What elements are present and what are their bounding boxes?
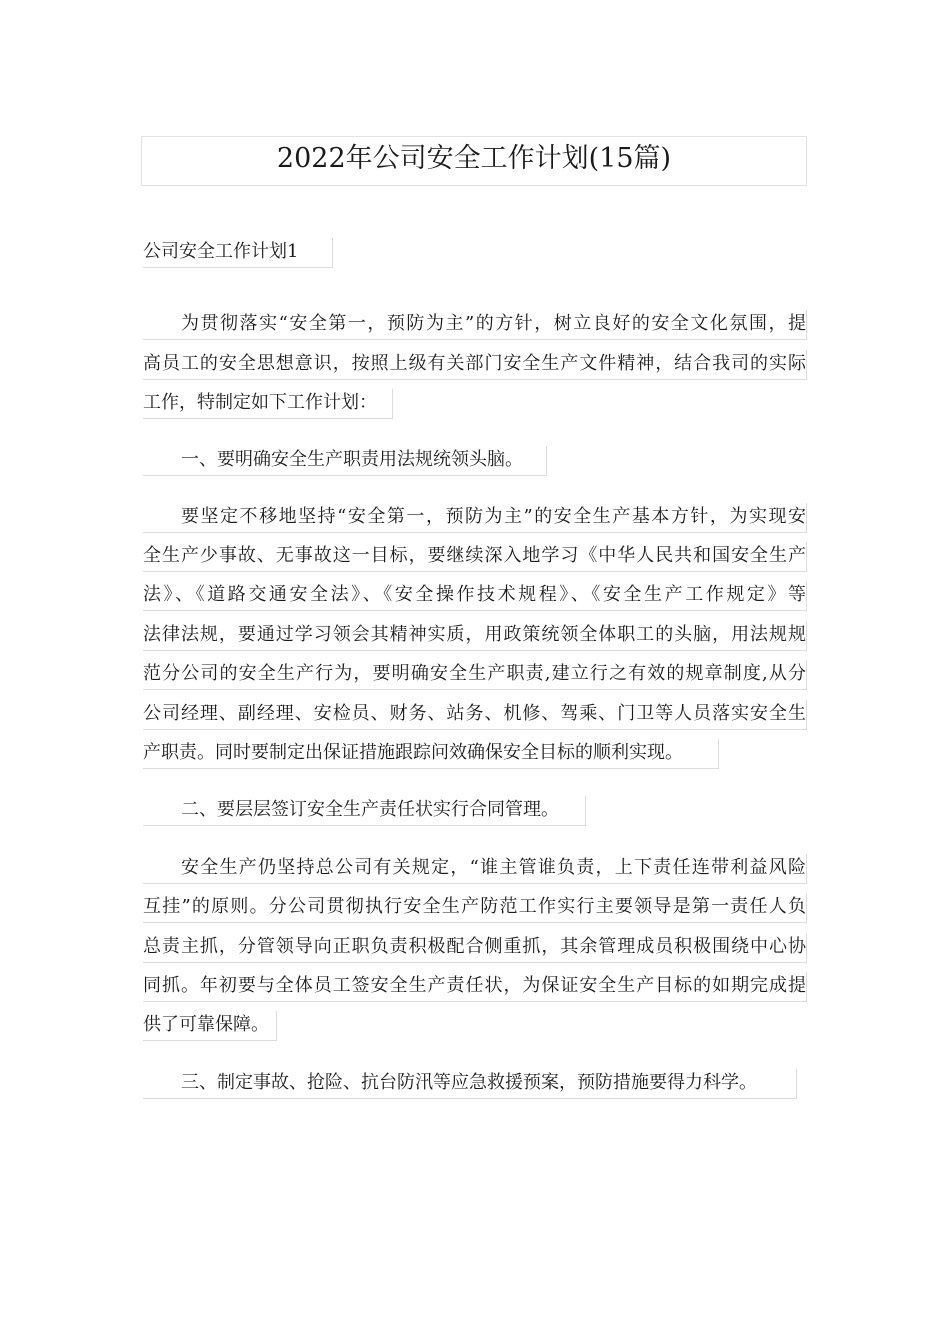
paragraph-3-line-5: 供了可靠保障。 [143, 1011, 277, 1041]
paragraph-2-line-1: 要坚定不移地坚持“安全第一，预防为主”的安全生产基本方针，为实现安 [143, 503, 807, 533]
document-title: 2022年公司安全工作计划(15篇) [141, 136, 807, 186]
paragraph-3-line-4: 同抓。年初要与全体员工签安全生产责任状，为保证安全生产目标的如期完成提 [143, 972, 807, 1002]
item-1-heading: 一、要明确安全生产职责用法规统领头脑。 [143, 446, 547, 476]
item-3-heading: 三、制定事故、抢险、抗台防汛等应急救援预案，预防措施要得力科学。 [143, 1069, 797, 1099]
paragraph-2-line-2: 全生产少事故、无事故这一目标，要继续深入地学习《中华人民共和国安全生产 [143, 542, 807, 572]
section-heading: 公司安全工作计划1 [143, 238, 333, 268]
paragraph-2-line-4: 法律法规，要通过学习领会其精神实质，用政策统领全体职工的头脑，用法规规 [143, 621, 807, 651]
paragraph-1-line-3: 工作，特制定如下工作计划： [143, 389, 393, 419]
paragraph-2-line-6: 公司经理、副经理、安检员、财务、站务、机修、驾乘、门卫等人员落实安全生 [143, 700, 807, 730]
item-2-heading: 二、要层层签订安全生产责任状实行合同管理。 [143, 796, 586, 826]
paragraph-2-line-7: 产职责。同时要制定出保证措施跟踪问效确保安全目标的顺利实现。 [143, 739, 719, 769]
paragraph-3-line-3: 总责主抓，分管领导向正职负责积极配合侧重抓，其余管理成员积极围绕中心协 [143, 933, 807, 963]
paragraph-2-line-3: 法》、《道路交通安全法》、《安全操作技术规程》、《安全生产工作规定》等 [143, 581, 807, 611]
paragraph-1-line-1: 为贯彻落实“安全第一，预防为主”的方针，树立良好的安全文化氛围，提 [143, 310, 807, 340]
paragraph-3-line-1: 安全生产仍坚持总公司有关规定，“谁主管谁负责，上下责任连带利益风险 [143, 854, 807, 884]
paragraph-1-line-2: 高员工的安全思想意识，按照上级有关部门安全生产文件精神，结合我司的实际 [143, 350, 807, 380]
paragraph-2-line-5: 范分公司的安全生产行为，要明确安全生产职责,建立行之有效的规章制度,从分 [143, 660, 807, 690]
paragraph-3-line-2: 互挂”的原则。分公司贯彻执行安全生产防范工作实行主要领导是第一责任人负 [143, 893, 807, 923]
